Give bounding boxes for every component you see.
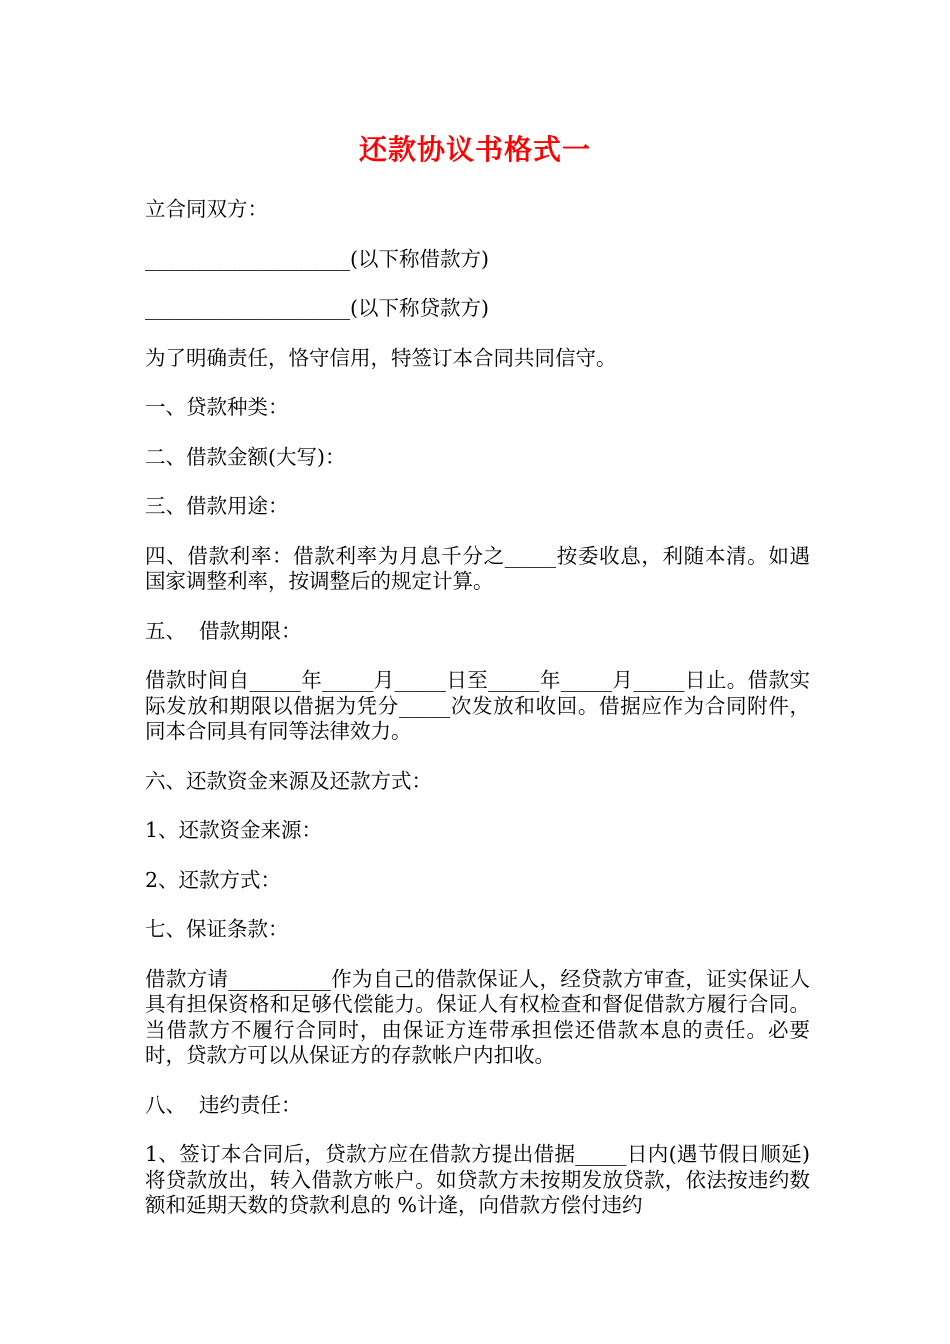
paragraph-parties: 立合同双方： bbox=[145, 197, 268, 221]
paragraph-interest-rate: 四、借款利率：借款利率为月息千分之_____按委收息，利随本清。如遇国家调整利率，按调整后的规定计算。 bbox=[145, 543, 810, 593]
paragraph-liability-clause-1: 1、签订本合同后，贷款方应在借款方提出借据_____日内(遇节假日顺延)将贷款放出，转入借款方帐户。如贷款方未按期发放贷款，依法按违约数额和延期天数的贷款利息的 %计逄，向借款方偿付违约 bbox=[145, 1142, 810, 1217]
paragraph-loan-use: 三、借款用途： bbox=[145, 494, 289, 518]
paragraph-purpose: 为了明确责任，恪守信用，特签订本合同共同信守。 bbox=[145, 345, 617, 370]
paragraph-repayment-method: 2、还款方式： bbox=[145, 867, 282, 892]
paragraph-repayment-heading: 六、还款资金来源及还款方式： bbox=[145, 768, 432, 793]
document-body bbox=[145, 197, 810, 1243]
paragraph-borrower-line: ____________________(以下称借款方) bbox=[145, 246, 489, 271]
paragraph-loan-amount: 二、借款金额(大写)： bbox=[145, 444, 346, 469]
paragraph-repayment-source: 1、还款资金来源： bbox=[145, 818, 323, 842]
document-title: 还款协议书格式一 bbox=[358, 133, 591, 166]
paragraph-loan-type: 一、贷款种类： bbox=[145, 395, 289, 419]
paragraph-lender-line: ____________________(以下称贷款方) bbox=[145, 296, 489, 320]
paragraph-guarantee-heading: 七、保证条款： bbox=[145, 917, 289, 941]
paragraph-term-details: 借款时间自_____年_____月_____日至_____年_____月_____日止。借款实际发放和期限以借据为凭分_____次发放和收回。借据应作为合同附件，同本合同具有同等法律效力。 bbox=[145, 668, 810, 743]
paragraph-liability-heading: 八、 违约责任： bbox=[145, 1092, 302, 1117]
paragraph-guarantee-details: 借款方请__________作为自己的借款保证人，经贷款方审查，证实保证人具有担保资格和足够代偿能力。保证人有权检查和督促借款方履行合同。当借款方不履行合同时，由保证方连带承担偿还借款本息的责任。必要时，贷款方可以从保证方的存款帐户内扣收。 bbox=[145, 966, 810, 1067]
paragraph-term-heading: 五、 借款期限： bbox=[145, 618, 302, 643]
